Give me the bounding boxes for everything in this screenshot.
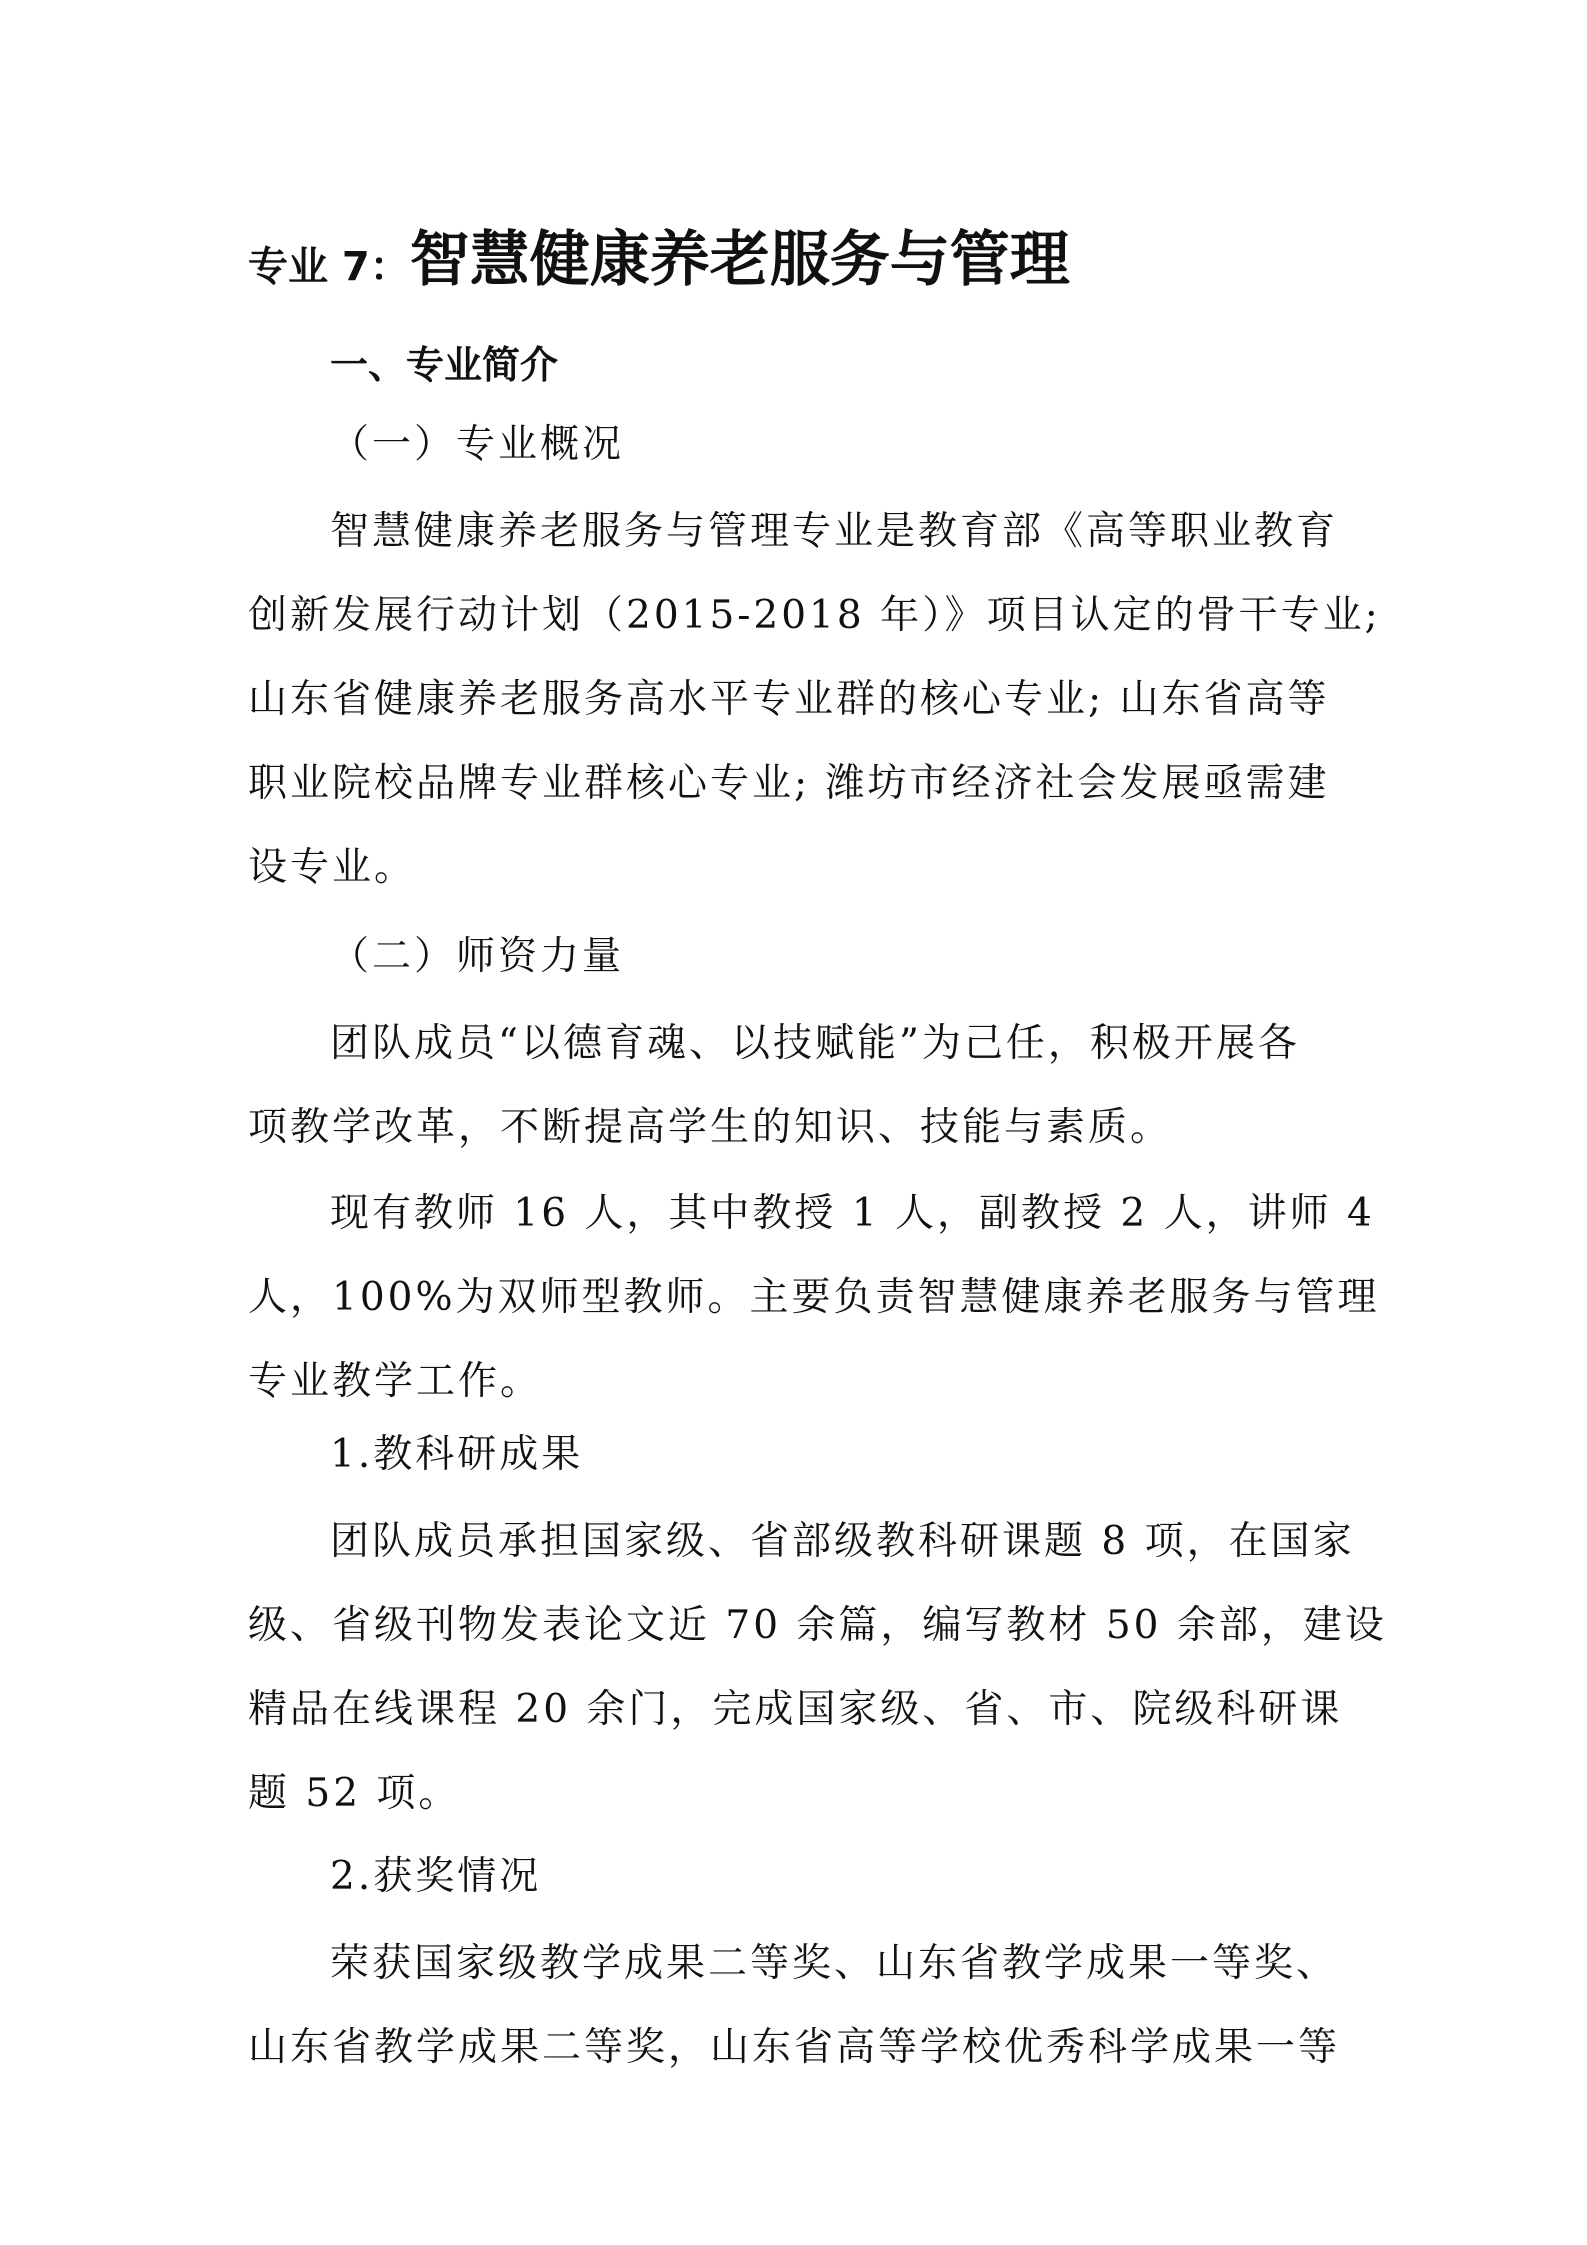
text-line: 荣获国家级教学成果二等奖、山东省教学成果一等奖、 [330, 1941, 1339, 1986]
item-heading-research: 1.教科研成果 [330, 1432, 584, 1477]
subsection-heading-overview: （一）专业概况 [330, 422, 625, 467]
title-main: 智慧健康养老服务与管理 [409, 225, 1070, 295]
subsection-heading-faculty: （二）师资力量 [330, 934, 625, 979]
text-line: 山东省教学成果二等奖，山东省高等学校优秀科学成果一等 [248, 2025, 1341, 2070]
paragraph-faculty-mission [248, 1002, 1348, 1170]
text-line: 职业院校品牌专业群核心专业; 潍坊市经济社会发展亟需建 [248, 761, 1330, 806]
text-line: 团队成员“以德育魂、以技赋能”为己任，积极开展各 [330, 1021, 1300, 1066]
text-line: 精品在线课程 20 余门，完成国家级、省、市、院级科研课 [248, 1687, 1343, 1732]
text-line: 级、省级刊物发表论文近 70 余篇，编写教材 50 余部，建设 [248, 1603, 1387, 1648]
paragraph-overview [248, 490, 1381, 910]
text-line: 山东省健康养老服务高水平专业群的核心专业; 山东省高等 [248, 677, 1330, 722]
item-heading-awards: 2.获奖情况 [330, 1854, 542, 1899]
paragraph-awards [248, 1922, 1348, 2090]
text-line: 题 52 项。 [248, 1771, 461, 1816]
text-line: 创新发展行动计划（2015-2018 年）》项目认定的骨干专业; [248, 593, 1381, 638]
paragraph-research [248, 1500, 1387, 1836]
text-line: 专业教学工作。 [248, 1359, 543, 1404]
text-line: 智慧健康养老服务与管理专业是教育部《高等职业教育 [330, 509, 1339, 554]
text-line: 项教学改革，不断提高学生的知识、技能与素质。 [248, 1105, 1173, 1150]
text-line: 现有教师 16 人，其中教授 1 人，副教授 2 人，讲师 4 [330, 1191, 1375, 1236]
text-line: 设专业。 [248, 845, 417, 890]
text-line: 人，100%为双师型教师。主要负责智慧健康养老服务与管理 [248, 1275, 1380, 1320]
paragraph-faculty-count [248, 1172, 1380, 1424]
page-title [248, 212, 1348, 302]
section-heading-intro: 一、专业简介 [330, 343, 559, 387]
title-prefix: 专业 7： [248, 244, 410, 290]
text-line: 团队成员承担国家级、省部级教科研课题 8 项，在国家 [330, 1519, 1355, 1564]
